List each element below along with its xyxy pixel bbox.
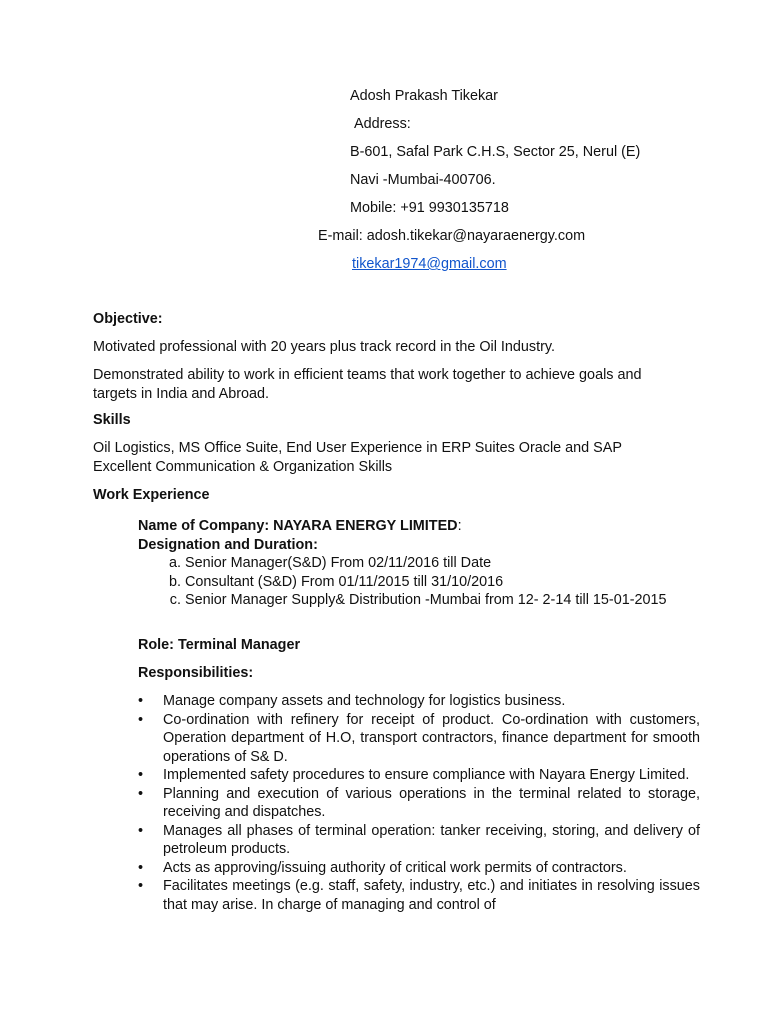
mobile-number: Mobile: +91 9930135718 [350, 200, 509, 216]
skills-text: Oil Logistics, MS Office Suite, End User Experience in ERP Suites Oracle and SAP Excellent Communication & Organization Skills [93, 440, 622, 475]
responsibility-item: • Acts as approving/issuing authority of critical work permits of contractors. [163, 859, 700, 878]
responsibilities-heading: Responsibilities: [138, 665, 254, 681]
responsibility-item: • Implemented safety procedures to ensure compliance with Nayara Energy Limited. [163, 766, 700, 785]
designation-item: b. Consultant (S&D) From 01/11/2015 till 31/10/2016 [185, 573, 705, 592]
responsibility-item: • Manage company assets and technology for logistics business. [163, 692, 700, 711]
role-heading: Role: Terminal Manager [138, 637, 301, 653]
address-line-2: Navi -Mumbai-400706. [350, 172, 496, 188]
candidate-name: Adosh Prakash Tikekar [350, 88, 498, 104]
address-line-1: B-601, Safal Park C.H.S, Sector 25, Nerul (E) [350, 144, 641, 160]
company-name: Name of Company: NAYARA ENERGY LIMITED [138, 518, 458, 534]
designation-list [138, 554, 705, 610]
objective-line-2: Demonstrated ability to work in efficient teams that work together to achieve goals and targets in India and Abroad. [93, 367, 642, 402]
personal-email-link[interactable]: tikekar1974@gmail.com [352, 256, 507, 272]
responsibility-item: • Facilitates meetings (e.g. staff, safety, industry, etc.) and initiates in resolving issues that may arise. In charge of managing and control of [163, 877, 700, 914]
company-line [138, 517, 462, 536]
responsibility-item: • Co-ordination with refinery for receipt of product. Co-ordination with customers, Operation department of H.O, transport contractors, finance department for smooth operations of S& D. [163, 711, 700, 767]
responsibilities-list [138, 692, 700, 914]
designation-item: a. Senior Manager(S&D) From 02/11/2016 till Date [185, 554, 705, 573]
objective-heading: Objective: [93, 311, 163, 327]
company-colon: : [457, 518, 462, 534]
work-experience-heading: Work Experience [93, 487, 210, 503]
work-email: E-mail: adosh.tikekar@nayaraenergy.com [318, 228, 586, 244]
responsibility-item: • Planning and execution of various operations in the terminal related to storage, receiving and dispatches. [163, 785, 700, 822]
address-label: Address: [354, 116, 411, 132]
designation-heading: Designation and Duration: [138, 537, 318, 553]
skills-heading: Skills [93, 412, 131, 428]
designation-item: c. Senior Manager Supply& Distribution -Mumbai from 12- 2-14 till 15-01-2015 [185, 591, 705, 610]
objective-line-1: Motivated professional with 20 years plus track record in the Oil Industry. [93, 339, 556, 355]
responsibility-item: • Manages all phases of terminal operation: tanker receiving, storing, and delivery of petroleum products. [163, 822, 700, 859]
